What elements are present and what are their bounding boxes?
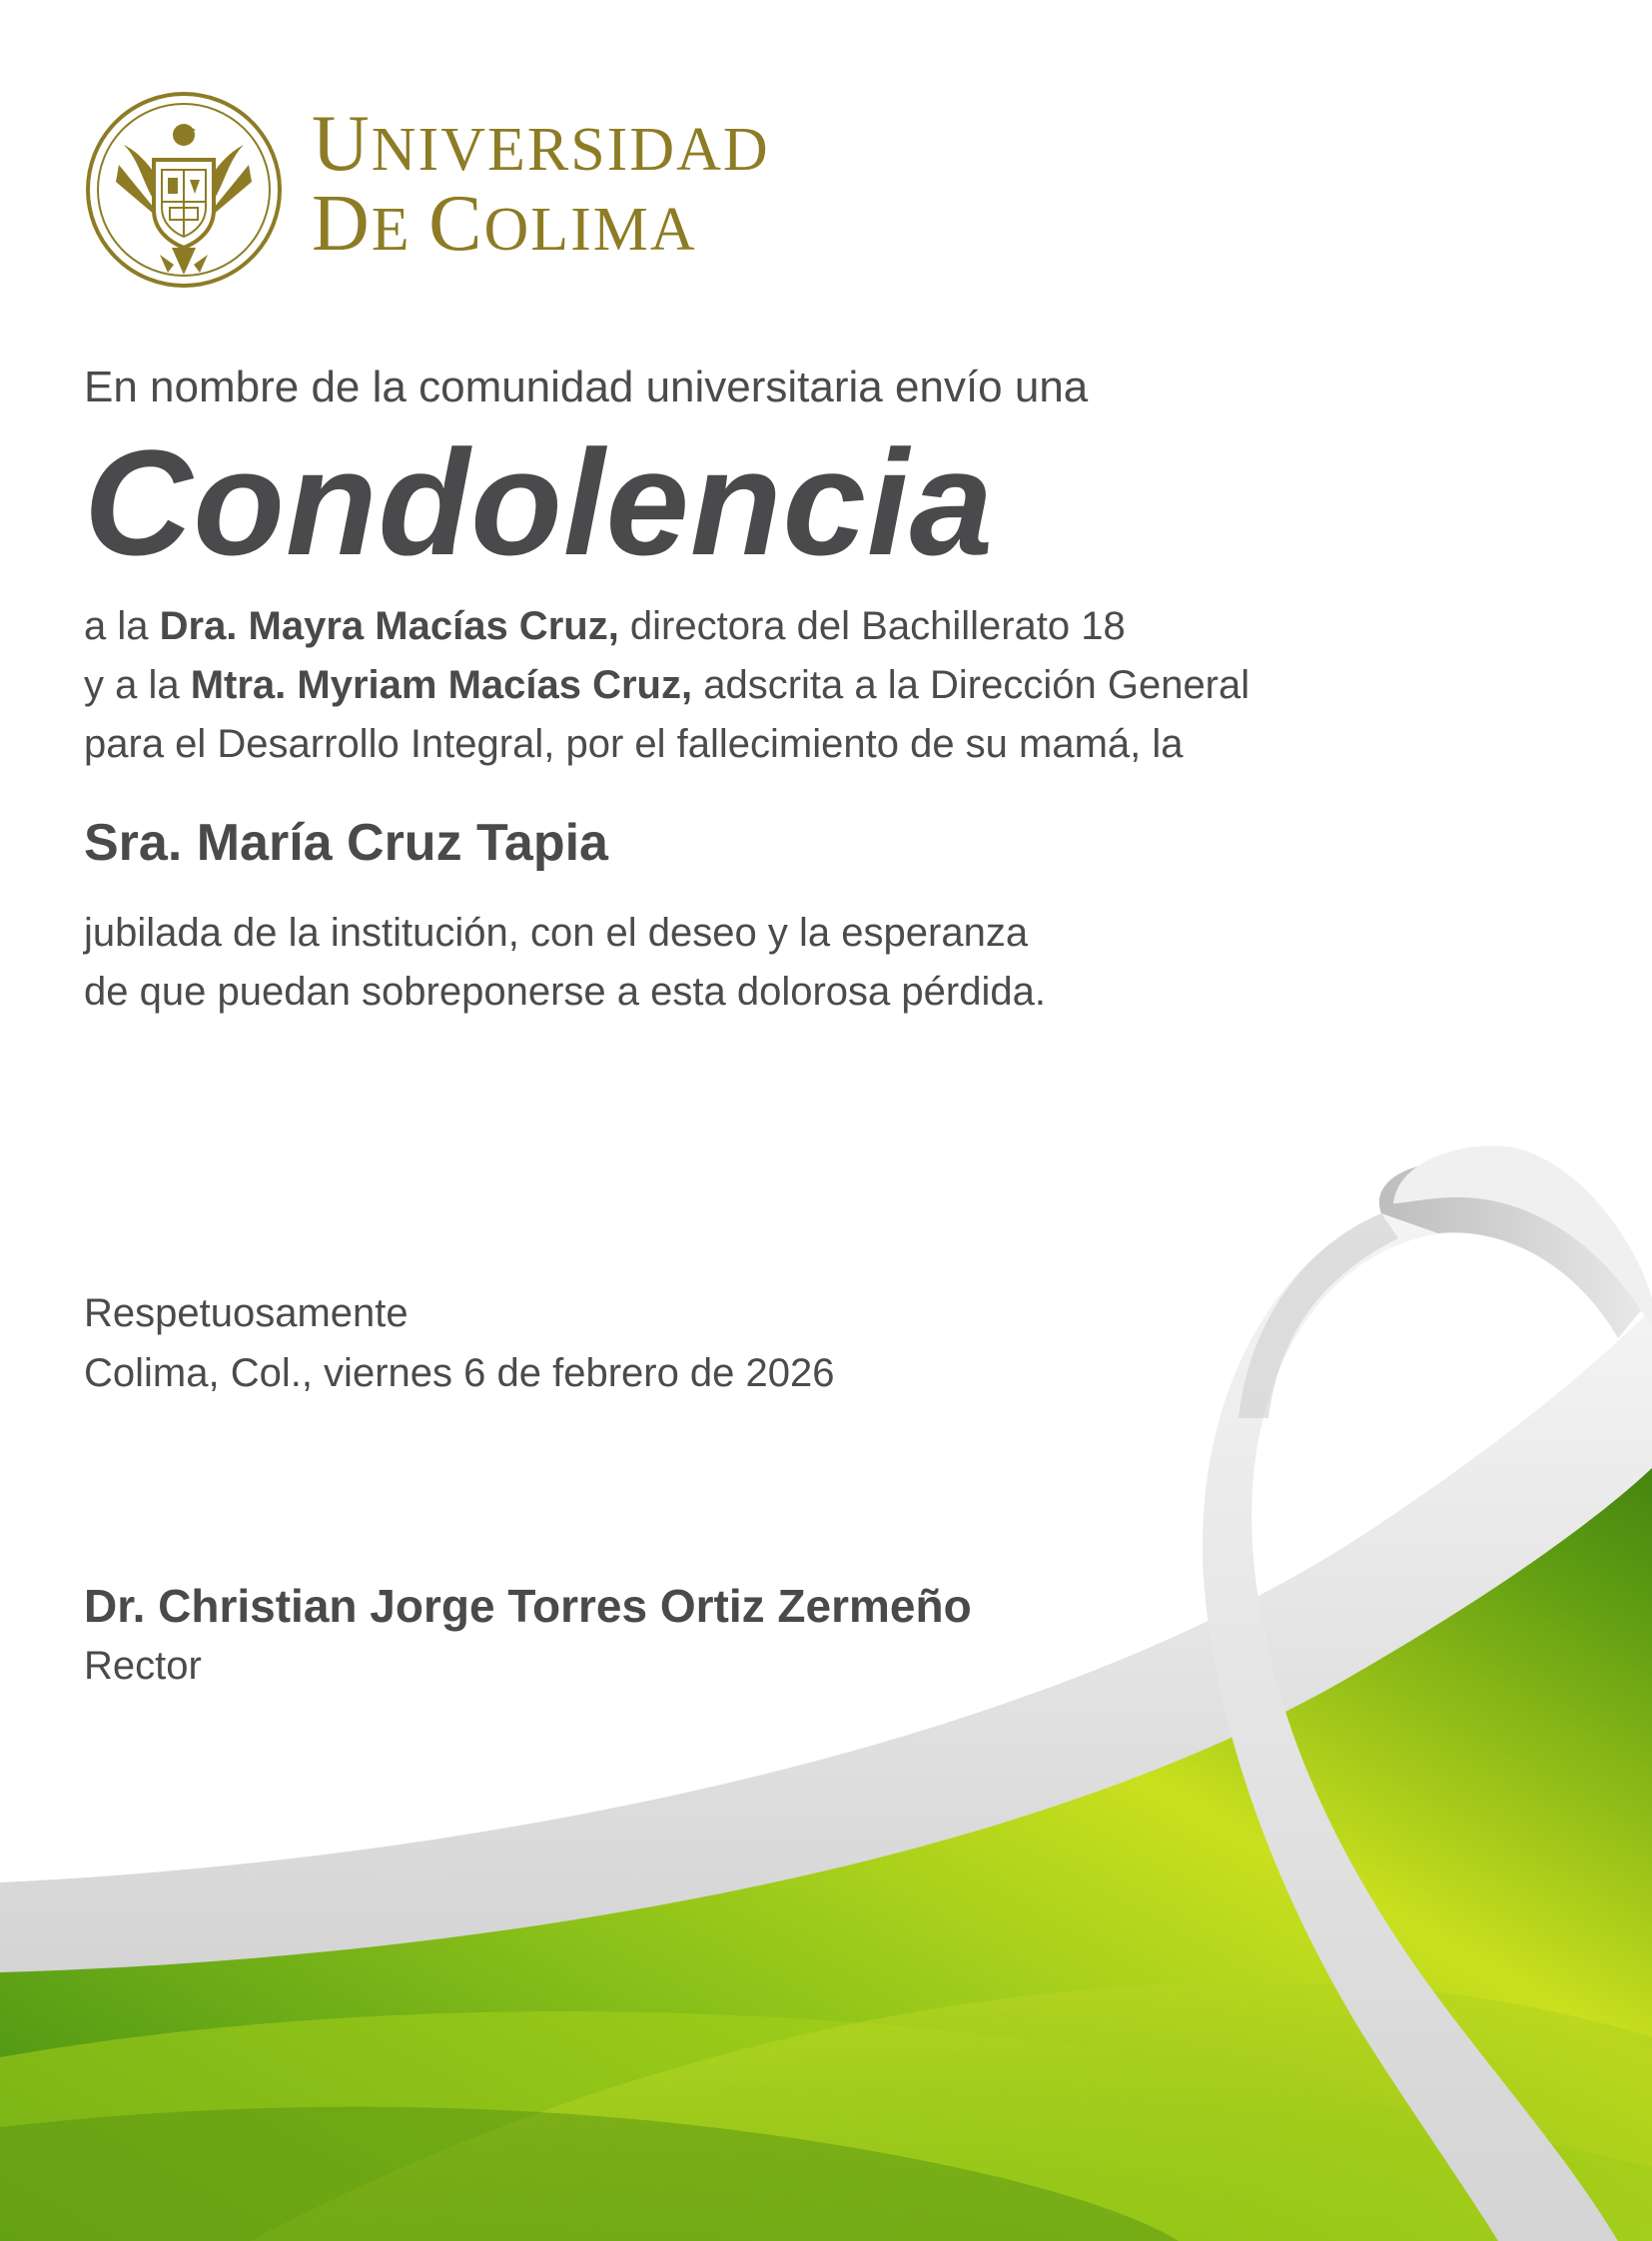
place-date: Colima, Col., viernes 6 de febrero de 2026 <box>84 1351 835 1395</box>
university-wordmark <box>312 100 770 268</box>
wish-line-2: de que puedan sobreponerse a esta dolorosa pérdida. <box>84 970 1046 1014</box>
signer-name: Dr. Christian Jorge Torres Ortiz Zermeño <box>84 1580 972 1632</box>
recipients-paragraph <box>84 597 1249 774</box>
wordmark-initial-u: U <box>312 100 372 188</box>
line2-suffix: adscrita a la Dirección General <box>692 663 1250 707</box>
line2-prefix: y a la <box>84 663 191 707</box>
wordmark-line-1 <box>312 100 770 188</box>
wordmark-rest-2: OLIMA <box>483 196 697 264</box>
university-seal-eagle-icon <box>84 90 284 290</box>
wordmark-initial-c: C <box>428 180 484 268</box>
recipient-line-2 <box>84 656 1249 715</box>
wordmark-rest-de: E <box>371 196 429 264</box>
wordmark-initial-d: D <box>312 180 372 268</box>
recipient-name-1: Dra. Mayra Macías Cruz, <box>159 604 619 648</box>
closing-text: Respetuosamente <box>84 1291 409 1335</box>
intro-text: En nombre de la comunidad universitaria envío una <box>84 363 1089 411</box>
recipient-line-1 <box>84 597 1249 656</box>
deceased-name: Sra. María Cruz Tapia <box>84 814 608 872</box>
line1-prefix: a la <box>84 604 160 648</box>
wordmark-line-2 <box>312 180 770 268</box>
wish-line-1: jubilada de la institución, con el deseo y la esperanza <box>84 911 1029 955</box>
wordmark-rest-1: NIVERSIDAD <box>371 116 770 184</box>
line1-suffix: directora del Bachillerato 18 <box>618 604 1126 648</box>
signer-title: Rector <box>84 1644 202 1688</box>
wish-paragraph <box>84 904 1046 1022</box>
closing-block <box>84 1283 835 1403</box>
recipient-name-2: Mtra. Myriam Macías Cruz, <box>190 663 693 707</box>
recipient-line-3: para el Desarrollo Integral, por el fallecimiento de su mamá, la <box>84 722 1184 766</box>
page-title: Condolencia <box>84 418 995 586</box>
